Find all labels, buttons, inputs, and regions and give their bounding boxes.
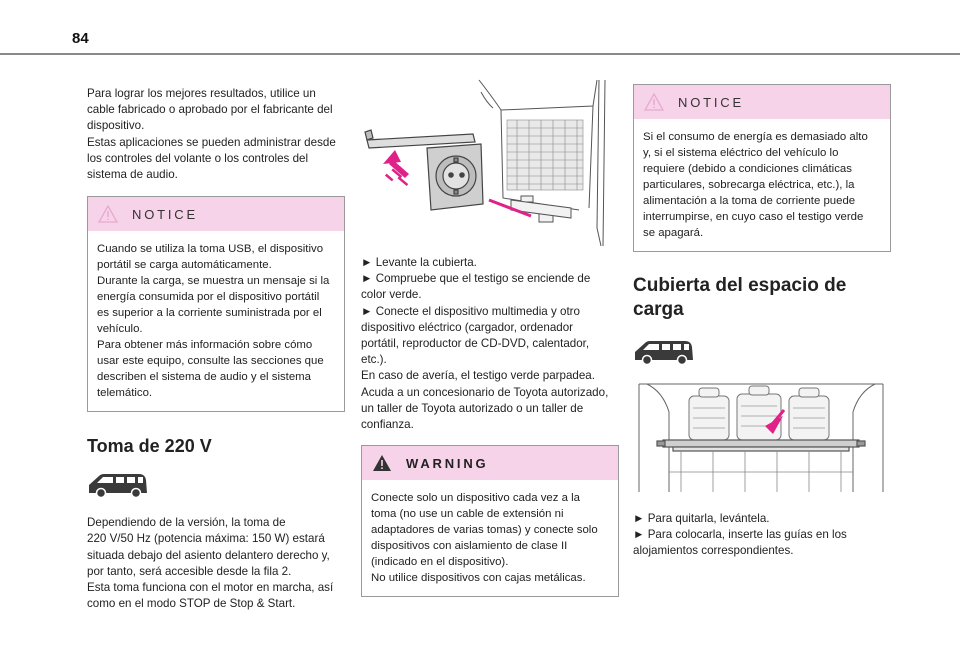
notice-header [88,197,344,231]
warning-title: WARNING [406,455,489,471]
van-icon [633,338,695,366]
notice-box-usb [87,196,345,412]
notice-header [634,85,890,119]
notice-title: NOTICE [132,206,198,222]
notice-text: Cuando se utiliza la toma USB, el dispositivo portátil se carga automáticamente. Durante la carga, se muestra un mensaje si la energía consumida por el dispositivo portátil es superior a la corriente suministrada por el vehículo. Para obtener más información sobre cómo usar este equipo, consulte las secciones que describen el sistema de audio y el sistema telemático. [97,243,330,400]
caution-triangle-icon [644,93,664,111]
warning-box [361,445,619,597]
notice-box-power [633,84,891,252]
caution-triangle-icon [98,205,118,223]
van-icon [87,471,149,499]
notice-title: NOTICE [678,94,744,110]
socket-figure [361,78,611,246]
column-3 [633,84,891,560]
notice-text: Si el consumo de energía es demasiado alto y, si el sistema eléctrico del vehículo lo requiere (debido a condiciones climáticas particulares, sobrecarga eléctrica, etc.), la alimentación a la toma de corriente puede interrumpirse, en cuyo caso el testigo verde se apagará. [643,131,868,239]
header-divider [0,53,960,55]
column-1 [87,86,345,612]
warning-header [362,446,618,480]
cargo-cover-instructions: ► Para quitarla, levántela. ► Para colocarla, inserte las guías en los alojamientos correspondientes. [633,512,847,558]
socket-instructions: ► Levante la cubierta. ► Compruebe que el testigo se enciende de color verde. ► Conecte el dispositivo multimedia y otro dispositivo eléctrico (cargador, ordenador portátil, reproductor de CD-DVD, calentador, etc.). En caso de avería, el testigo verde parpadea. Acuda a un concesionario de Toyota autorizado, un taller de Toyota autorizado o un taller de confianza. [361,256,609,432]
column-2 [361,78,619,597]
warning-triangle-icon [372,454,392,472]
warning-text: Conecte solo un dispositivo cada vez a la toma (no use un cable de extensión ni adaptadores de varias tomas) y conecte solo dispositivos con aislamiento de clase II (indicado en el dispositivo). No utilice dispositivos con cajas metálicas. [371,492,598,585]
body-220v: Dependiendo de la versión, la toma de 220 V/50 Hz (potencia máxima: 150 W) estará situada debajo del asiento delantero derecho y, por tanto, será accesible desde la fila 2. Esta toma funciona con el motor en marcha, así como en el modo STOP de Stop & Start. [87,516,334,611]
cargo-cover-figure [633,382,889,494]
section-title-cargo-cover: Cubierta del espacio de carga [633,275,847,320]
page-number: 84 [72,30,89,47]
section-title-220v: Toma de 220 V [87,436,212,457]
intro-paragraph: Para lograr los mejores resultados, utilice un cable fabricado o aprobado por el fabricante del dispositivo. Estas aplicaciones se pueden administrar desde los controles del volante o los controles del sistema de audio. [87,87,336,182]
